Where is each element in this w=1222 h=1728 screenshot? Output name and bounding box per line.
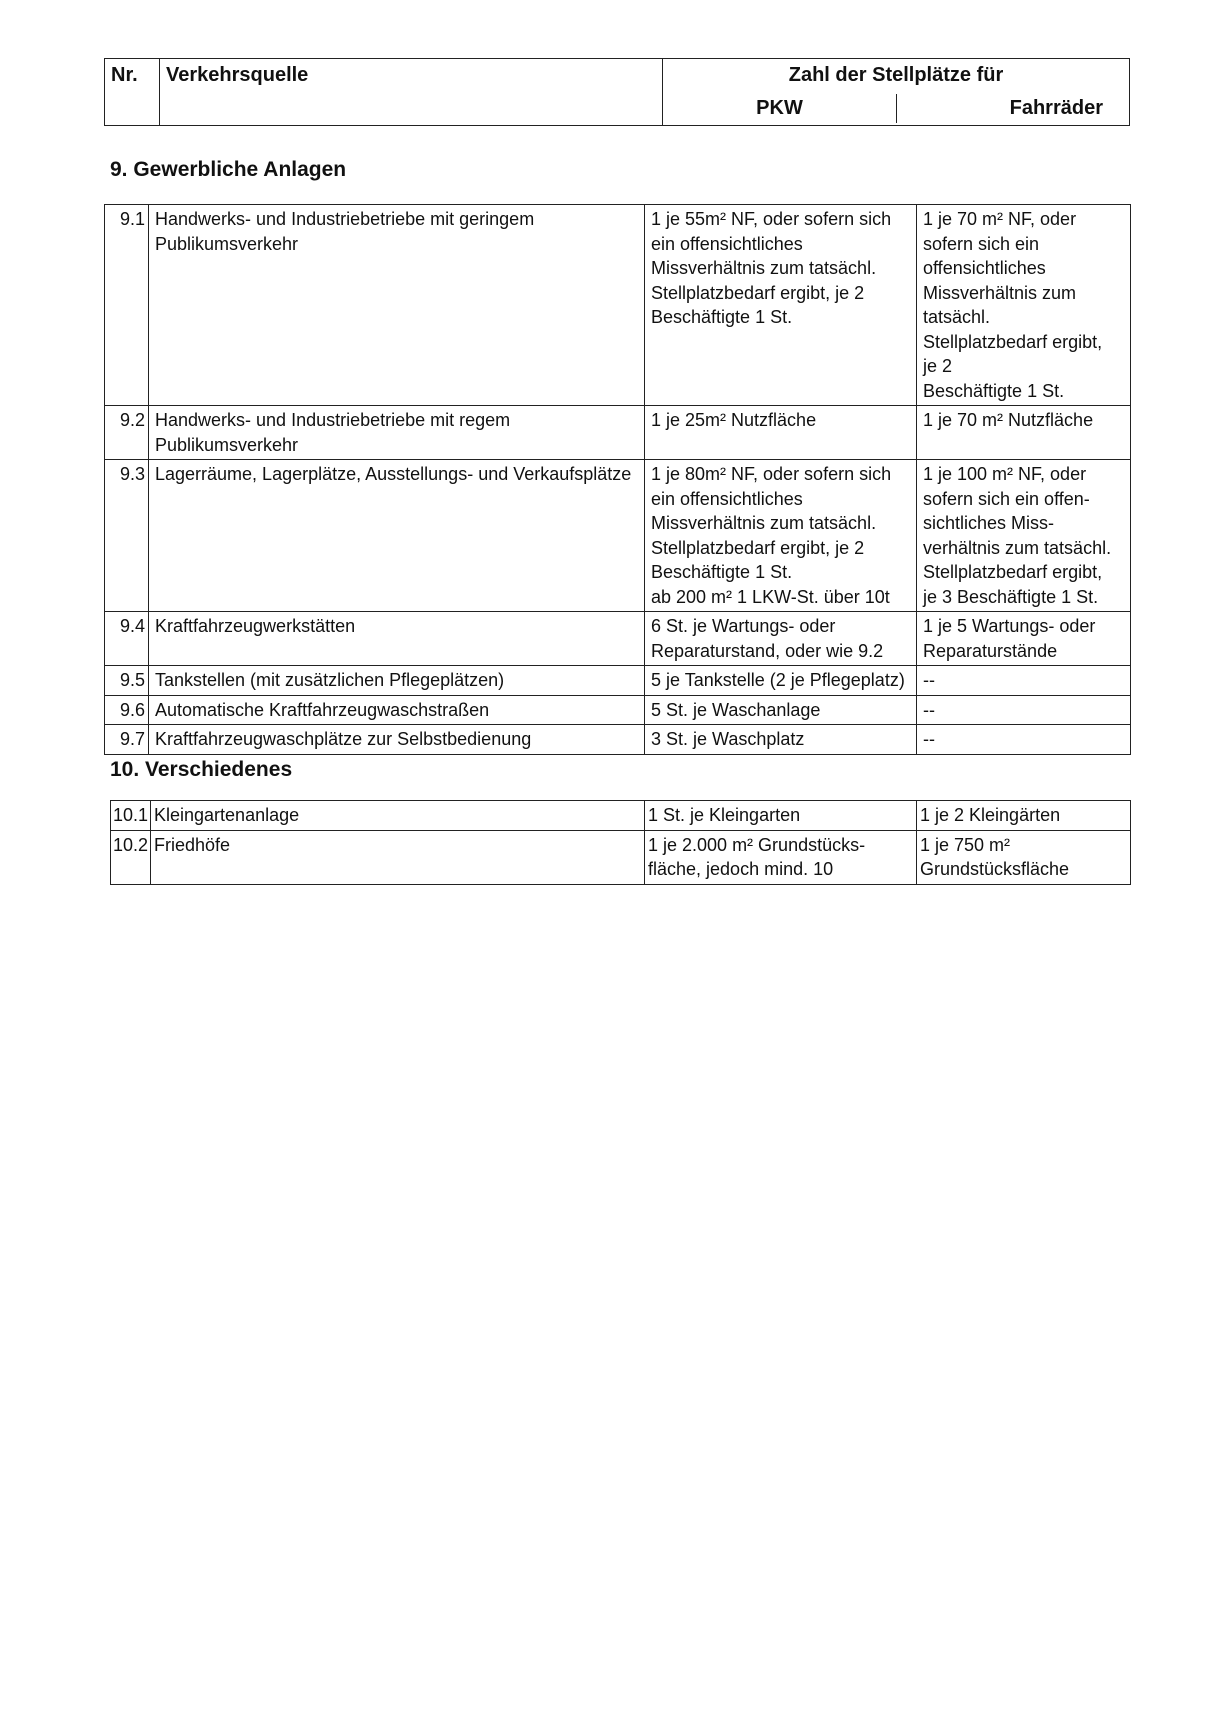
section-9-table xyxy=(104,204,1131,755)
header-nr: Nr. xyxy=(105,59,160,126)
verkehrsquelle-cell: Friedhöfe xyxy=(151,830,645,884)
section-9-row xyxy=(105,725,1131,755)
section-9-title: 9. Gewerbliche Anlagen xyxy=(110,158,347,181)
verkehrsquelle-cell: Lagerräume, Lagerplätze, Ausstellungs- und Verkaufsplätze xyxy=(149,460,645,612)
row-number: 9.5 xyxy=(105,666,149,696)
section-10-title: 10. Verschiedenes xyxy=(110,758,293,781)
header-table xyxy=(104,58,1130,126)
header-verkehrsquelle: Verkehrsquelle xyxy=(160,59,663,126)
row-number: 9.4 xyxy=(105,612,149,666)
section-10-row xyxy=(111,801,1131,831)
section-9-row xyxy=(105,406,1131,460)
verkehrsquelle-cell: Kleingartenanlage xyxy=(151,801,645,831)
row-number: 9.7 xyxy=(105,725,149,755)
section-10-table xyxy=(110,800,1131,885)
pkw-cell: 1 je 55m² NF, oder sofern sich ein offensichtliches Missverhältnis zum tatsächl. Stellplatzbedarf ergibt, je 2 Beschäftigte 1 St. xyxy=(645,205,917,406)
section-9-row xyxy=(105,205,1131,406)
row-number: 10.1 xyxy=(111,801,151,831)
section-9-row xyxy=(105,666,1131,696)
fahrraeder-cell: -- xyxy=(917,695,1131,725)
fahrraeder-cell: 1 je 2 Kleingärten xyxy=(917,801,1131,831)
pkw-cell: 6 St. je Wartungs- oder Reparaturstand, oder wie 9.2 xyxy=(645,612,917,666)
row-number: 9.2 xyxy=(105,406,149,460)
header-row-top xyxy=(105,59,1130,93)
header-fahrraeder: Fahrräder xyxy=(896,92,1130,126)
verkehrsquelle-cell: Tankstellen (mit zusätzlichen Pflegeplätzen) xyxy=(149,666,645,696)
row-number: 9.6 xyxy=(105,695,149,725)
pkw-cell: 5 St. je Waschanlage xyxy=(645,695,917,725)
pkw-cell: 1 je 25m² Nutzfläche xyxy=(645,406,917,460)
fahrraeder-cell: 1 je 750 m² Grundstücksfläche xyxy=(917,830,1131,884)
fahrraeder-cell: 1 je 5 Wartungs- oder Reparaturstände xyxy=(917,612,1131,666)
section-10-row xyxy=(111,830,1131,884)
header-pkw: PKW xyxy=(663,92,897,126)
verkehrsquelle-cell: Kraftfahrzeugwaschplätze zur Selbstbedienung xyxy=(149,725,645,755)
fahrraeder-cell: 1 je 100 m² NF, oder sofern sich ein offen- sichtliches Miss- verhältnis zum tatsächl. Stellplatzbedarf ergibt, je 3 Beschäftigte 1 St. xyxy=(917,460,1131,612)
pkw-cell: 1 St. je Kleingarten xyxy=(645,801,917,831)
fahrraeder-cell: -- xyxy=(917,725,1131,755)
pkw-cell: 3 St. je Waschplatz xyxy=(645,725,917,755)
row-number: 9.3 xyxy=(105,460,149,612)
row-number: 9.1 xyxy=(105,205,149,406)
section-9-row xyxy=(105,695,1131,725)
pkw-cell: 1 je 2.000 m² Grundstücks- fläche, jedoch mind. 10 xyxy=(645,830,917,884)
pkw-cell: 5 je Tankstelle (2 je Pflegeplatz) xyxy=(645,666,917,696)
section-9-row xyxy=(105,460,1131,612)
fahrraeder-cell: 1 je 70 m² NF, oder sofern sich ein offensichtliches Missverhältnis zum tatsächl. Stellplatzbedarf ergibt, je 2 Beschäftigte 1 St. xyxy=(917,205,1131,406)
header-zahl-der-stellplaetze: Zahl der Stellplätze für xyxy=(663,59,1130,93)
verkehrsquelle-cell: Handwerks- und Industriebetriebe mit regem Publikumsverkehr xyxy=(149,406,645,460)
section-9-row xyxy=(105,612,1131,666)
verkehrsquelle-cell: Handwerks- und Industriebetriebe mit geringem Publikumsverkehr xyxy=(149,205,645,406)
fahrraeder-cell: 1 je 70 m² Nutzfläche xyxy=(917,406,1131,460)
verkehrsquelle-cell: Kraftfahrzeugwerkstätten xyxy=(149,612,645,666)
row-number: 10.2 xyxy=(111,830,151,884)
verkehrsquelle-cell: Automatische Kraftfahrzeugwaschstraßen xyxy=(149,695,645,725)
pkw-cell: 1 je 80m² NF, oder sofern sich ein offensichtliches Missverhältnis zum tatsächl. Stellplatzbedarf ergibt, je 2 Beschäftigte 1 St. ab 200 m² 1 LKW-St. über 10t xyxy=(645,460,917,612)
fahrraeder-cell: -- xyxy=(917,666,1131,696)
